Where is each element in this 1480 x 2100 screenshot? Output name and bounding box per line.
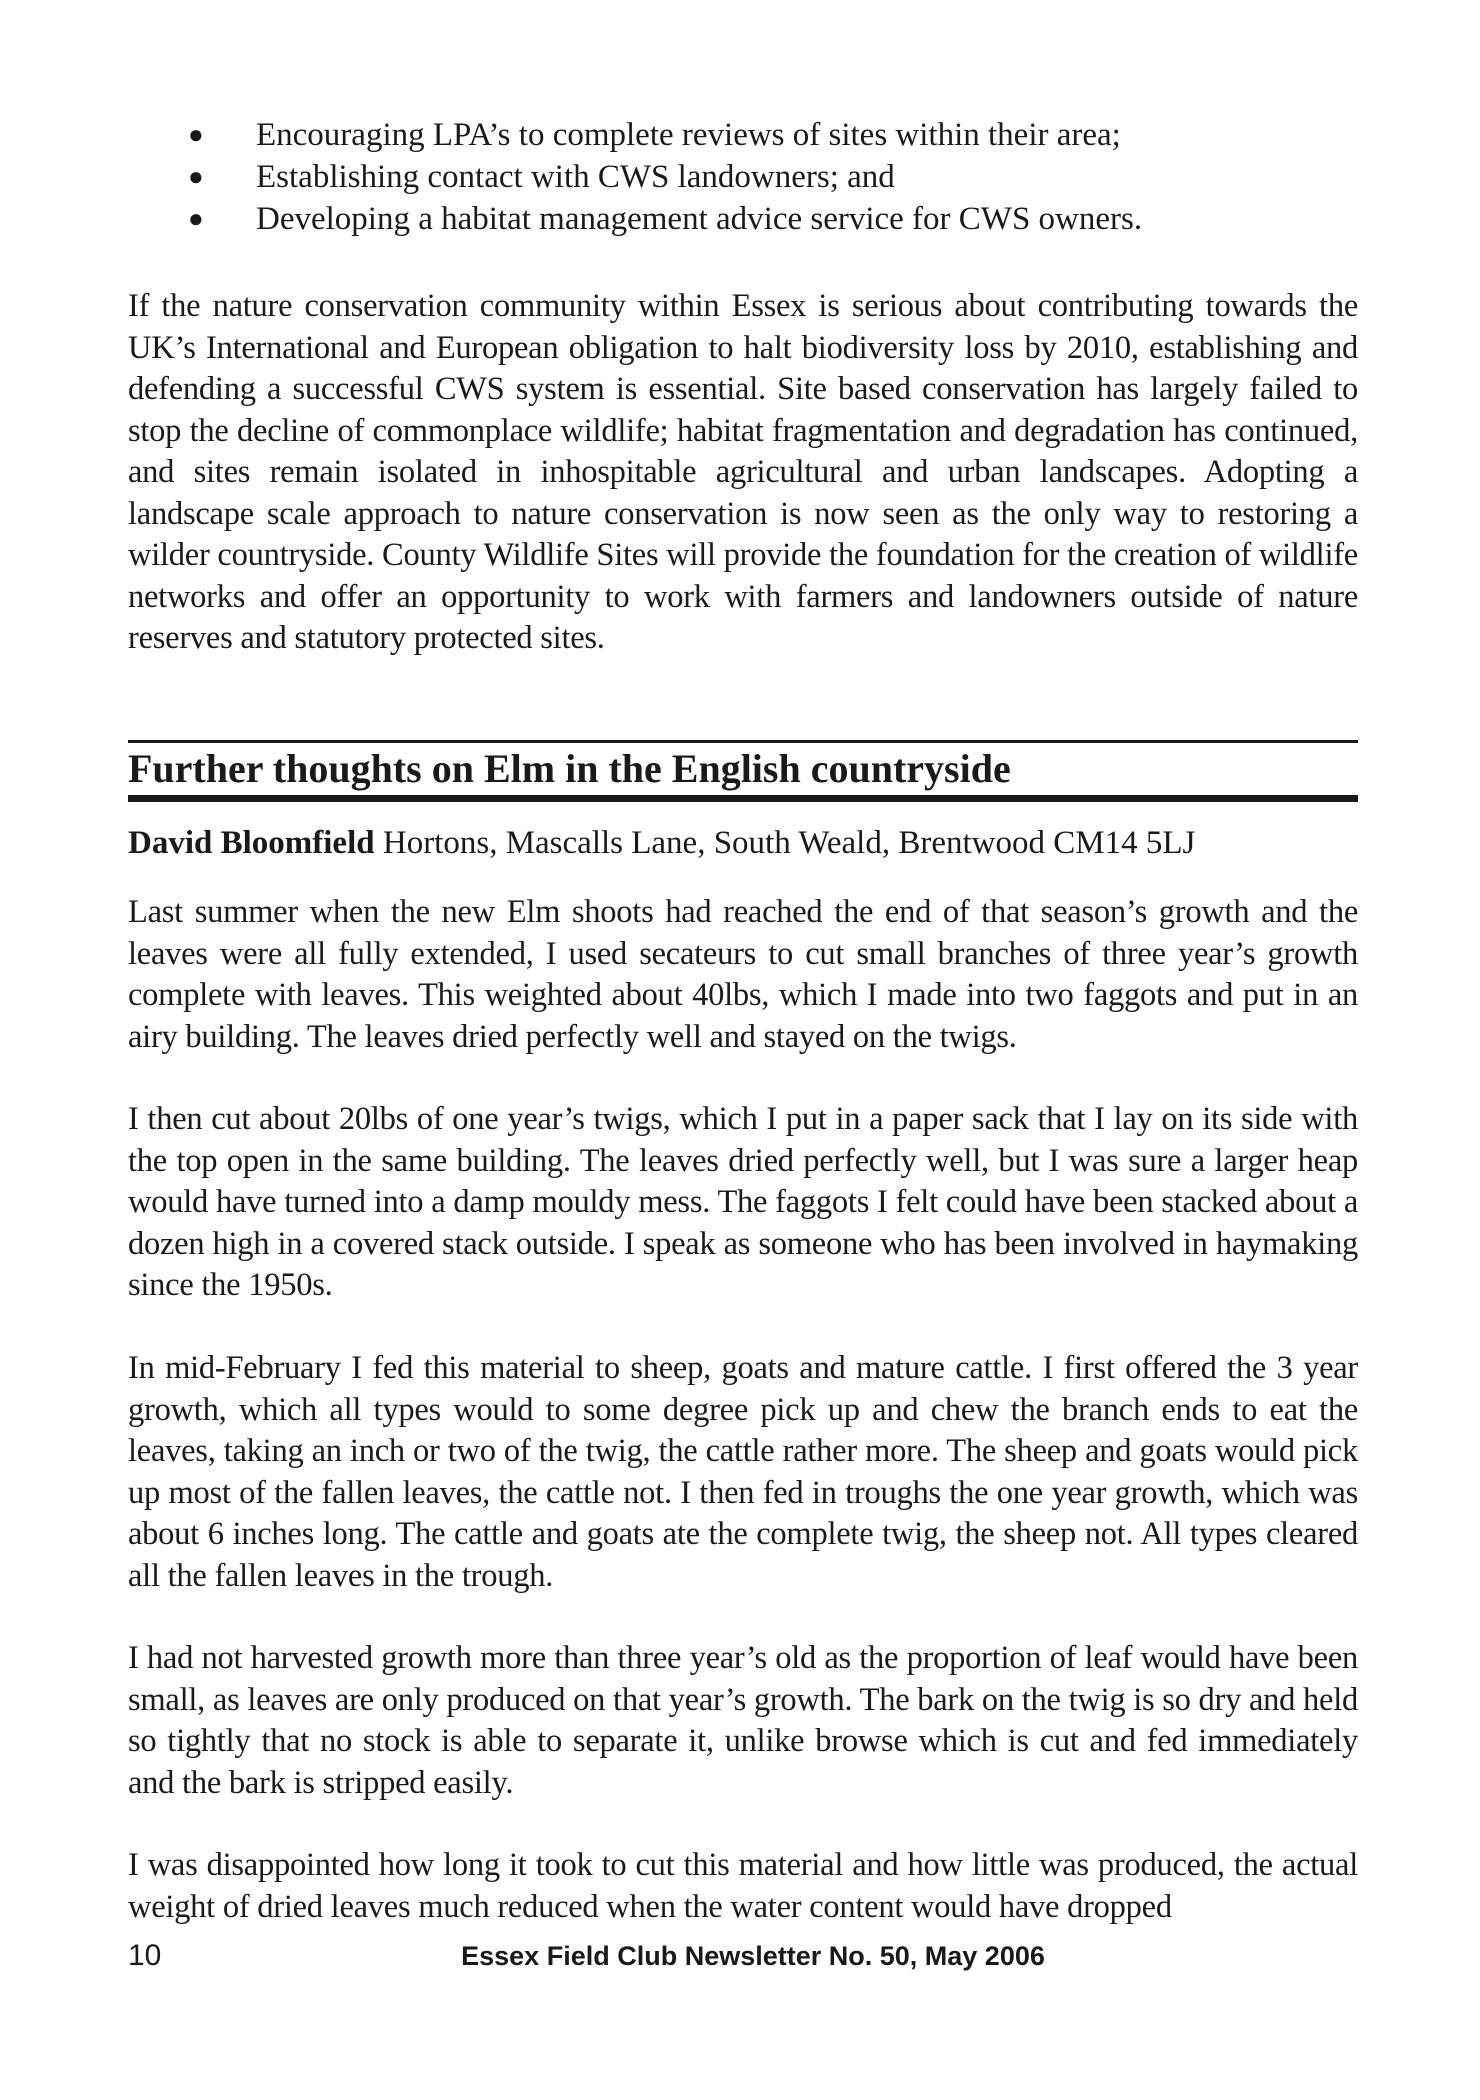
article-title: Further thoughts on Elm in the English countryside [128,746,1011,791]
author-name: David Bloomfield [128,825,375,861]
list-item: ● Establishing contact with CWS landowners; and [188,156,1358,198]
byline [128,822,1358,864]
article-paragraph: I then cut about 20lbs of one year’s twigs, which I put in a paper sack that I lay on its side with the top open in the same building. The leaves dried perfectly well, but I was sure a larger heap would have turned into a damp mouldy mess. The faggots I felt could have been stacked about a dozen high in a covered stack outside. I speak as someone who has been involved in haymaking since the 1950s. [128,1101,1358,1303]
bullet-list [188,114,1358,240]
bullet-icon: ● [188,204,204,233]
intro-paragraph: If the nature conservation community within Essex is serious about contributing towards the UK’s International and European obligation to halt biodiversity loss by 2010, establishing and defending a successful CWS system is essential. Site based conservation has largely failed to stop the decline of commonplace wildlife; habitat fragmentation and degradation has continued, and sites remain isolated in inhospitable agricultural and urban landscapes. Adopting a landscape scale approach to nature conservation is now seen as the only way to restoring a wilder countryside. County Wildlife Sites will provide the foundation for the creation of wildlife networks and offer an opportunity to work with farmers and landowners outside of nature reserves and statutory protected sites. [128,288,1358,656]
heading-rule-bottom [128,795,1358,802]
list-item: ● Encouraging LPA’s to complete reviews of sites within their area; [188,114,1358,156]
list-item: ● Developing a habitat management advice service for CWS owners. [188,198,1358,240]
article-paragraph: In mid-February I fed this material to sheep, goats and mature cattle. I first offered the 3 year growth, which all types would to some degree pick up and chew the branch ends to eat the leaves, taking an inch or two of the twig, the cattle rather more. The sheep and goats would pick up most of the fallen leaves, the cattle not. I then fed in troughs the one year growth, which was about 6 inches long. The cattle and goats ate the complete twig, the sheep not. All types cleared all the fallen leaves in the trough. [128,1350,1358,1594]
bullet-icon: ● [188,162,204,191]
bullet-icon: ● [188,120,204,149]
article-paragraph: I was disappointed how long it took to cut this material and how little was produced, the actual weight of dried leaves much reduced when the water content would have dropped [128,1847,1358,1925]
heading-rule-top [128,740,1358,743]
article-paragraph: I had not harvested growth more than three year’s old as the proportion of leaf would have been small, as leaves are only produced on that year’s growth. The bark on the twig is so dry and held so tightly that no stock is able to separate it, unlike browse which is cut and fed immediately and the bark is stripped easily. [128,1640,1358,1801]
page-number: 10 [128,1939,162,1972]
author-address: Hortons, Mascalls Lane, South Weald, Brentwood CM14 5LJ [382,825,1196,861]
article-paragraph: Last summer when the new Elm shoots had reached the end of that season’s growth and the leaves were all fully extended, I used secateurs to cut small branches of three year’s growth complete with leaves. This weighted about 40lbs, which I made into two faggots and put in an airy building. The leaves dried perfectly well and stayed on the twigs. [128,894,1358,1055]
publication-title: Essex Field Club Newsletter No. 50, May 2006 [461,1941,1045,1971]
